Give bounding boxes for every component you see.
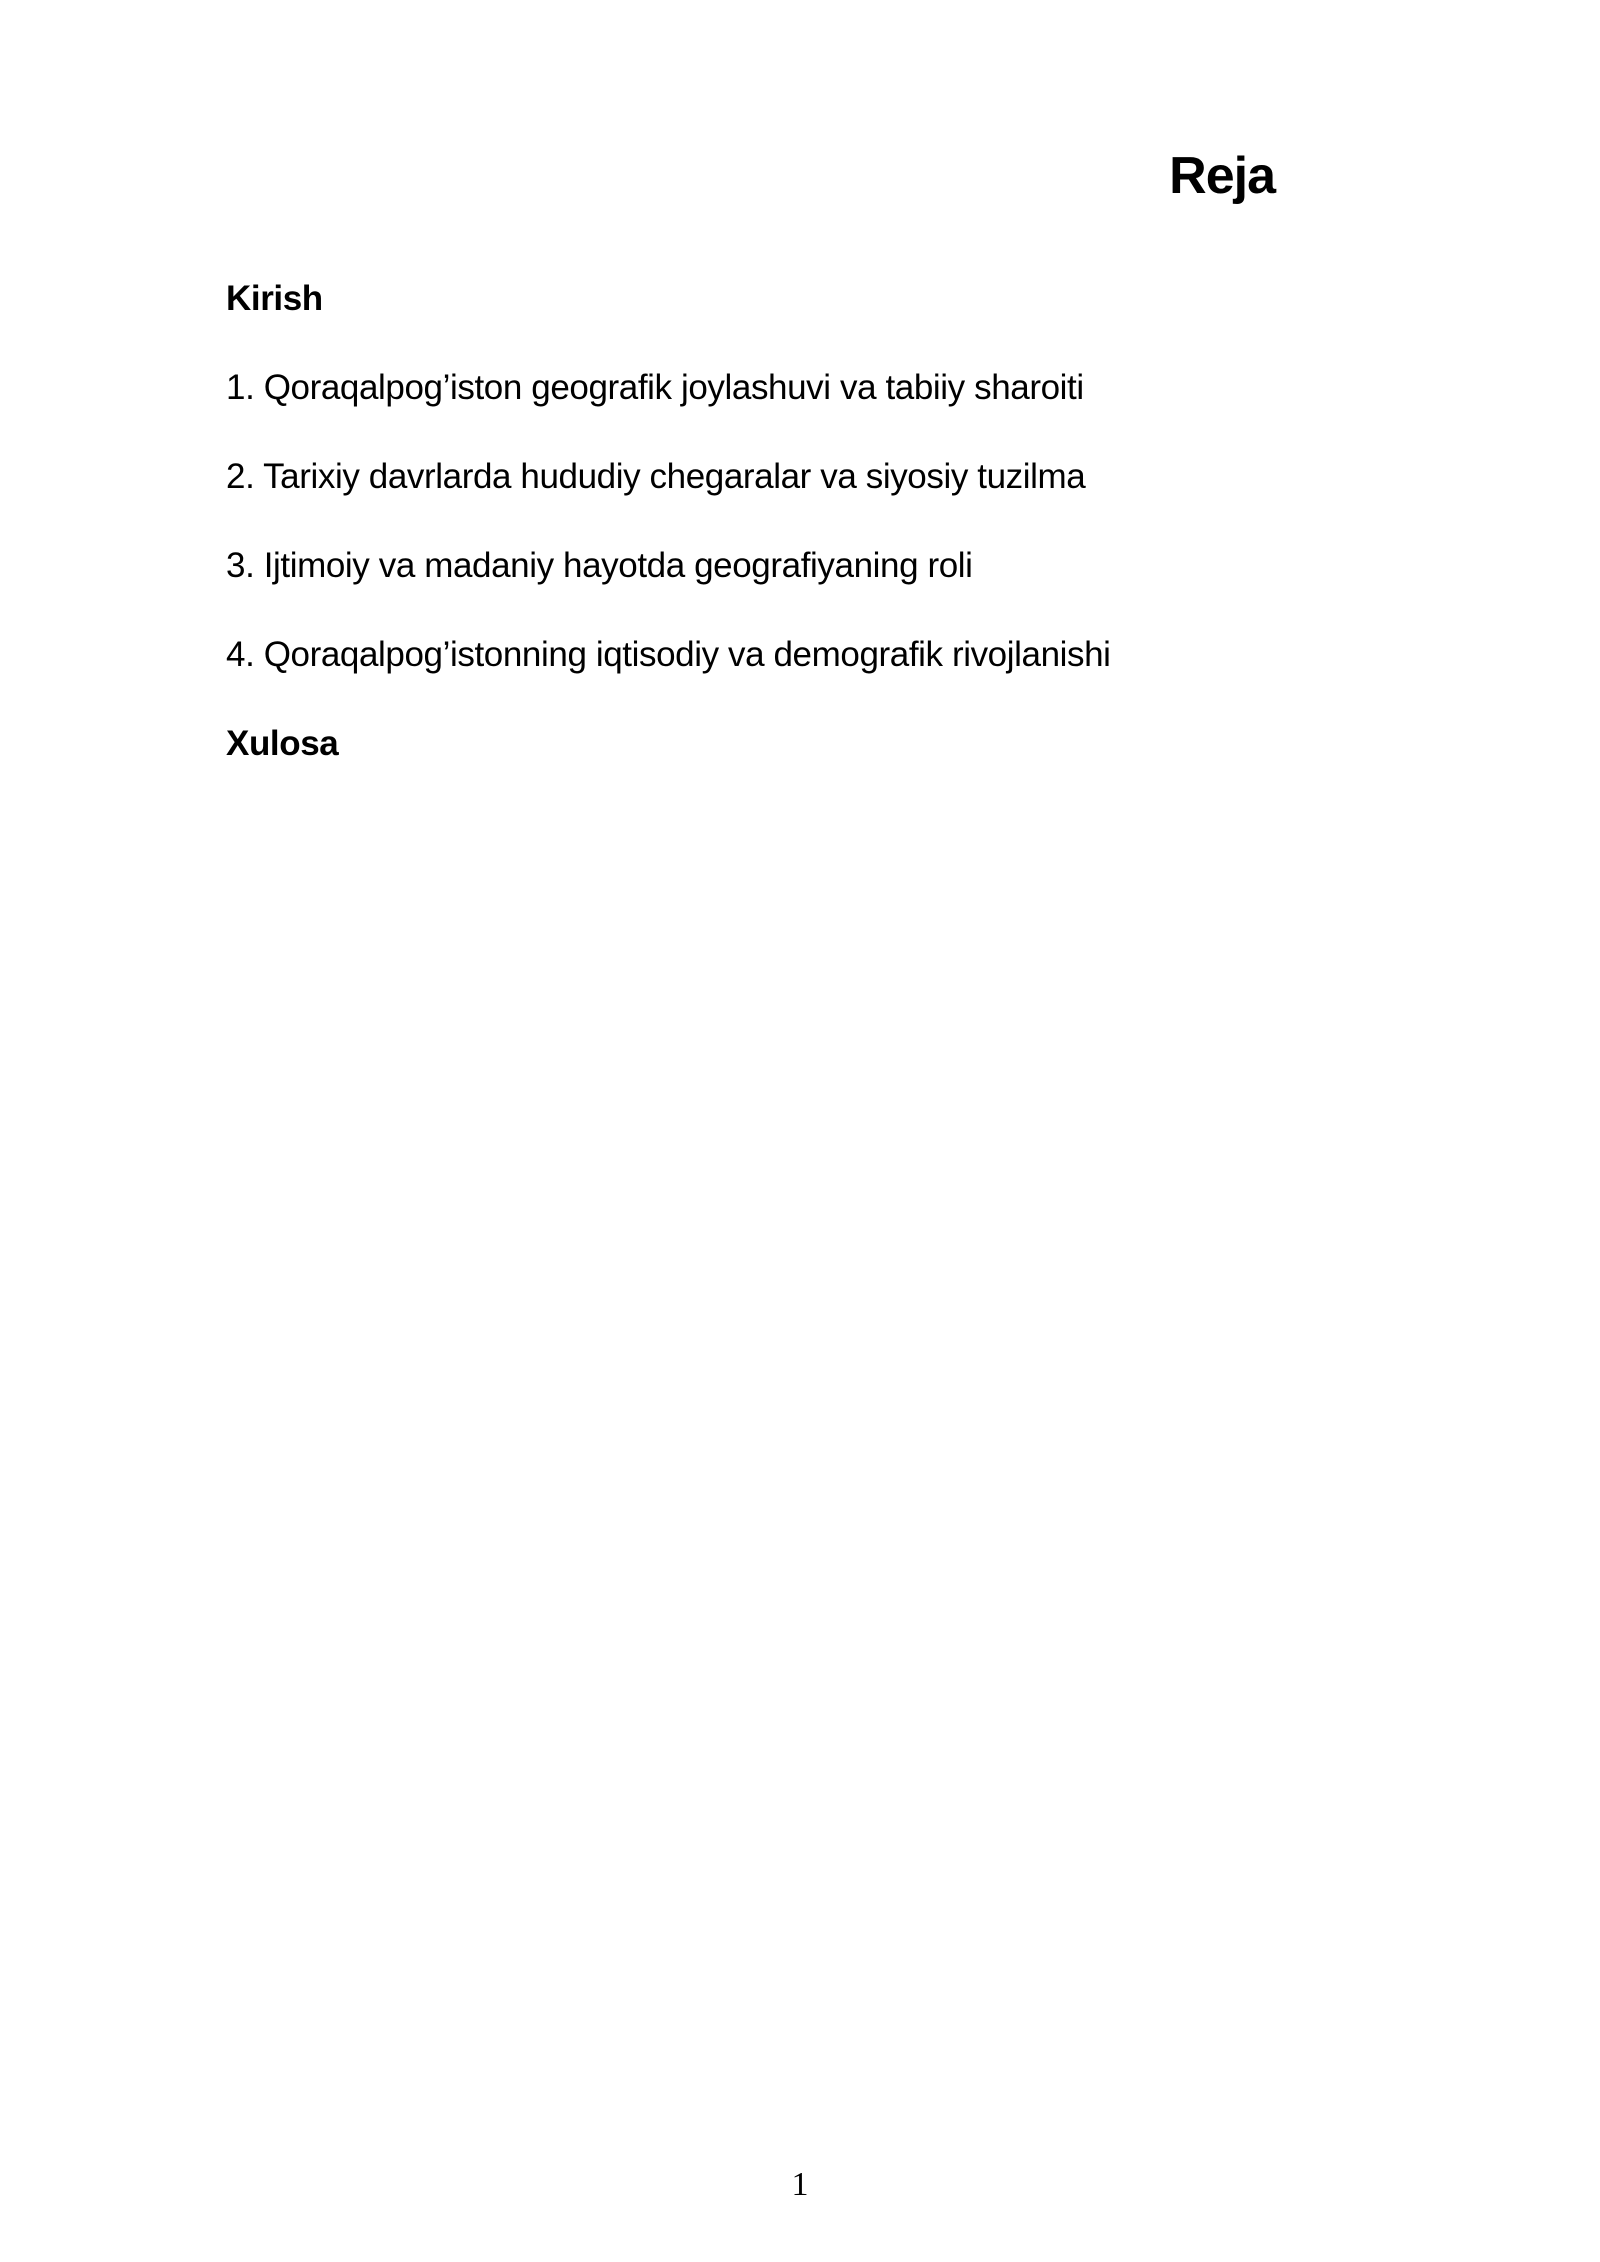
intro-heading: Kirish <box>226 279 323 318</box>
plan-item-1: 1. Qoraqalpog’iston geografik joylashuvi va tabiiy sharoiti <box>226 368 1084 407</box>
conclusion-heading: Xulosa <box>226 724 339 763</box>
plan-item-4: 4. Qoraqalpog’istonning iqtisodiy va demografik rivojlanishi <box>226 635 1111 674</box>
plan-item-3: 3. Ijtimoiy va madaniy hayotda geografiyaning roli <box>226 546 973 585</box>
page-number: 1 <box>791 2166 809 2203</box>
plan-list <box>226 278 1376 812</box>
plan-item-2: 2. Tarixiy davrlarda hududiy chegaralar va siyosiy tuzilma <box>226 457 1086 496</box>
page-title: Reja <box>1169 147 1275 205</box>
